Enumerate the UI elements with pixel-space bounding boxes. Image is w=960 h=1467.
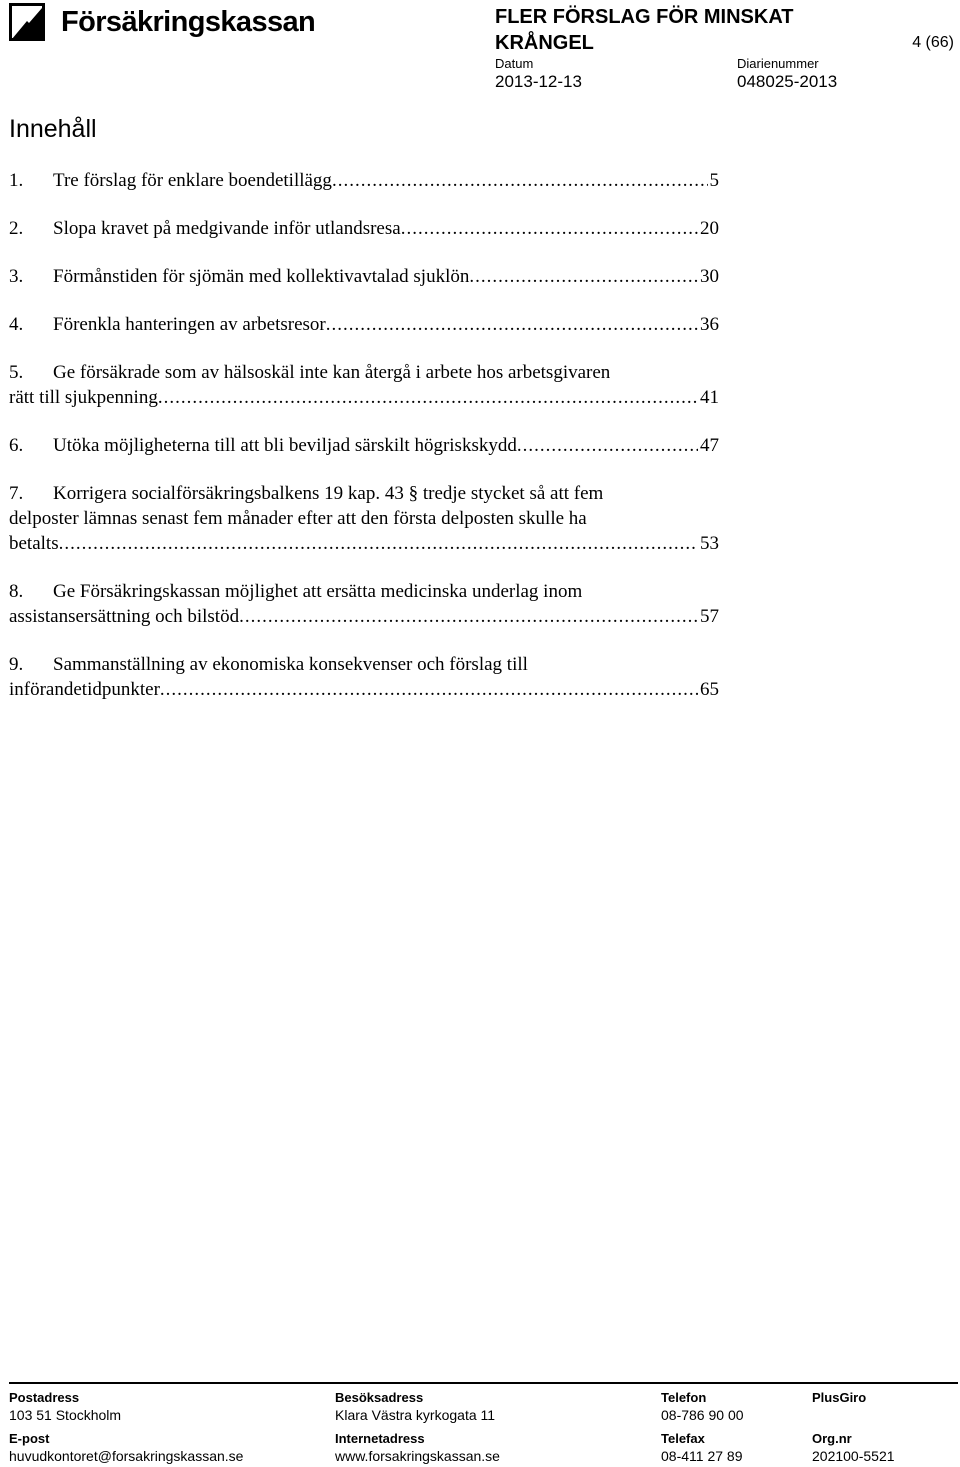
toc-entry-page: 36 — [700, 314, 719, 335]
telefax-value: 08-411 27 89 — [661, 1448, 743, 1464]
toc-entry[interactable] — [9, 264, 719, 289]
epost-label: E-post — [9, 1431, 50, 1446]
toc-entry-text: Sammanställning av ekonomiska konsekvenser och förslag till — [53, 654, 528, 675]
telefon-label: Telefon — [661, 1390, 707, 1405]
toc-entry-number: 5. — [9, 362, 24, 383]
toc-entry-page: 65 — [700, 679, 719, 700]
toc-entry-title: Tre förslag för enklare boendetillägg — [53, 170, 332, 191]
toc-entry-line — [9, 506, 719, 531]
toc-entry-title: betalts — [9, 533, 59, 554]
brand-logo — [9, 2, 315, 42]
toc-entry-page: 5 — [709, 170, 719, 191]
toc-entry-final-line — [9, 433, 719, 458]
orgnr-value: 202100-5521 — [812, 1448, 895, 1464]
toc-entry-page: 47 — [700, 435, 719, 456]
telefon-value: 08-786 90 00 — [661, 1407, 744, 1423]
besoksadress-label: Besöksadress — [335, 1390, 424, 1405]
toc-entry-final-line — [9, 312, 719, 337]
toc-entry-final-line — [9, 264, 719, 289]
toc-dot-leader — [239, 604, 698, 629]
toc-entry-number: 1. — [9, 170, 24, 191]
toc-entry-number: 3. — [9, 266, 24, 287]
date-value: 2013-12-13 — [495, 72, 582, 91]
toc-entry[interactable] — [9, 579, 719, 629]
toc-entry-title: assistansersättning och bilstöd — [9, 606, 240, 627]
toc-entry-text: Ge Försäkringskassan möjlighet att ersätta medicinska underlag inom — [53, 581, 583, 602]
toc-entry[interactable] — [9, 312, 719, 337]
toc-entry-title: Förenkla hanteringen av arbetsresor — [53, 314, 326, 335]
diary-value: 048025-2013 — [737, 72, 838, 91]
toc-entry-page: 57 — [700, 606, 719, 627]
toc-entry-page: 41 — [700, 387, 719, 408]
toc-entry-line — [9, 652, 719, 677]
toc-dot-leader — [401, 216, 698, 241]
toc-entry-text: Korrigera socialförsäkringsbalkens 19 kap. 43 § tredje stycket så att fem — [53, 483, 604, 504]
toc-entry[interactable] — [9, 216, 719, 241]
postadress-value: 103 51 Stockholm — [9, 1407, 122, 1423]
toc-entry-page: 20 — [700, 218, 719, 239]
toc-dot-leader — [469, 264, 698, 289]
toc-entry-number: 4. — [9, 314, 24, 335]
toc-entry-page: 30 — [700, 266, 719, 287]
besoksadress-value: Klara Västra kyrkogata 11 — [335, 1407, 496, 1423]
toc-entry-title: införandetidpunkter — [9, 679, 160, 700]
plusgiro-label: PlusGiro — [812, 1390, 867, 1405]
page-number: 4 (66) — [912, 34, 954, 51]
toc-entry-title: rätt till sjukpenning — [9, 387, 158, 408]
toc-entry-text: delposter lämnas senast fem månader efter att den första delposten skulle ha — [9, 508, 587, 529]
toc-entry-line — [9, 481, 719, 506]
toc-entry-final-line — [9, 604, 719, 629]
toc-entry-number: 9. — [9, 654, 24, 675]
toc-entry-final-line — [9, 531, 719, 556]
toc-entry-title: Förmånstiden för sjömän med kollektivavtalad sjuklön — [53, 266, 470, 287]
toc-entry-final-line — [9, 677, 719, 702]
toc-entry[interactable] — [9, 481, 719, 556]
toc-entry[interactable] — [9, 168, 719, 193]
toc-dot-leader — [326, 312, 698, 337]
toc-entry[interactable] — [9, 433, 719, 458]
toc-dot-leader — [59, 531, 698, 556]
toc-entry-number: 6. — [9, 435, 24, 456]
diary-label: Diarienummer — [737, 56, 819, 71]
forsakringskassan-logo-icon — [9, 3, 45, 41]
table-of-contents — [9, 168, 719, 725]
toc-heading: Innehåll — [9, 115, 97, 143]
document-title: FLER FÖRSLAG FÖR MINSKAT KRÅNGEL — [495, 6, 794, 54]
telefax-label: Telefax — [661, 1431, 705, 1446]
toc-entry-text: Ge försäkrade som av hälsoskäl inte kan återgå i arbete hos arbetsgivaren — [53, 362, 611, 383]
toc-entry-title: Slopa kravet på medgivande inför utlandsresa — [53, 218, 401, 239]
toc-entry-final-line — [9, 168, 719, 193]
toc-dot-leader — [332, 168, 708, 193]
brand-name: Försäkringskassan — [61, 6, 316, 38]
date-label: Datum — [495, 56, 534, 71]
toc-dot-leader — [158, 385, 698, 410]
internet-value: www.forsakringskassan.se — [335, 1448, 500, 1464]
toc-entry-title: Utöka möjligheterna till att bli beviljad särskilt högriskskydd — [53, 435, 517, 456]
toc-dot-leader — [160, 677, 698, 702]
toc-dot-leader — [517, 433, 698, 458]
toc-entry-number: 7. — [9, 483, 24, 504]
postadress-label: Postadress — [9, 1390, 80, 1405]
internet-label: Internetadress — [335, 1431, 425, 1446]
epost-value: huvudkontoret@forsakringskassan.se — [9, 1448, 244, 1464]
toc-entry-page: 53 — [700, 533, 719, 554]
toc-entry-number: 2. — [9, 218, 24, 239]
toc-entry-line — [9, 579, 719, 604]
toc-entry[interactable] — [9, 652, 719, 702]
toc-entry-final-line — [9, 385, 719, 410]
toc-entry-line — [9, 360, 719, 385]
orgnr-label: Org.nr — [812, 1431, 852, 1446]
toc-entry[interactable] — [9, 360, 719, 410]
footer-divider — [9, 1382, 958, 1384]
toc-entry-number: 8. — [9, 581, 24, 602]
toc-entry-final-line — [9, 216, 719, 241]
